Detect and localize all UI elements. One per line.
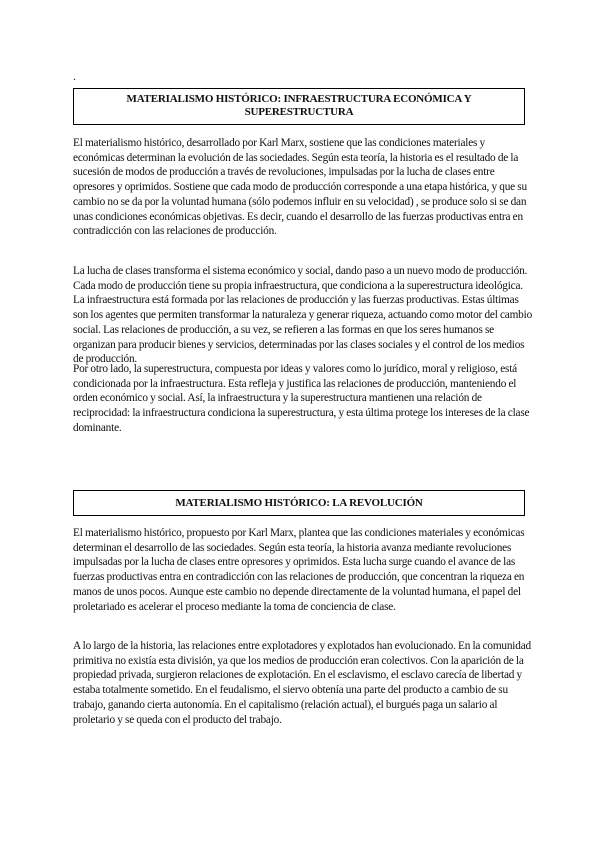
section-heading-infraestructura [73,88,525,125]
section-heading-revolucion [73,490,525,516]
heading-text: MATERIALISMO HISTÓRICO: LA REVOLUCIÓN [175,497,423,509]
paragraph: El materialismo histórico, propuesto por Karl Marx, plantea que las condiciones materiales y económicas determinan el desarrollo de las sociedades. Según esta teoría, la historia avanza mediante revoluciones impulsadas por la lucha de clases entre opresores y oprimidos. Esta lucha surge cuando el avance de las fuerzas productivas entra en contradicción con las relaciones de producción, que concentran la riqueza en manos de unos pocos. Aunque este cambio no depende directamente de la voluntad humana, el papel del proletariado es acelerar el proceso mediante la toma de conciencia de clase. [73,527,525,613]
page-marker: . [73,69,76,83]
heading-line-1: MATERIALISMO HISTÓRICO: INFRAESTRUCTURA ECONÓMICA Y [126,93,472,105]
paragraph: A lo largo de la historia, las relaciones entre explotadores y explotados han evolucionado. En la comunidad primitiva no existía esta división, ya que los medios de producción eran colectivos. Con la aparición de la propiedad privada, surgieron relaciones de explotación. En el esclavismo, el esclavo carecía de libertad y estaba totalmente sometido. En el feudalismo, el siervo obtenía una parte del producto a cambio de su trabajo, ganando cierta autonomía. En el capitalismo (relación actual), el burgués paga un salario al proletario y se queda con el producto del trabajo. [73,640,531,726]
paragraph: Por otro lado, la superestructura, compuesta por ideas y valores como lo jurídico, moral y religioso, está condicionada por la infraestructura. Esta refleja y justifica las relaciones de producción, manteniendo el orden económico y social. Así, la infraestructura y la superestructura mantienen una relación de reciprocidad: la infraestructura condiciona la superestructura, y esta última protege los intereses de la clase dominante. [73,363,530,434]
paragraph: El materialismo histórico, desarrollado por Karl Marx, sostiene que las condiciones materiales y económicas determinan la evolución de las sociedades. Según esta teoría, la historia es el resultado de la sucesión de modos de producción a través de revoluciones, impulsadas por la lucha de clases entre opresores y oprimidos. Sostiene que cada modo de producción corresponde a una etapa histórica, y que su cambio no se da por la voluntad humana (sólo podemos influir en su velocidad) , se produce solo si se dan unas condiciones económicas objetivas. Es decir, cuando el desarrollo de las fuerzas productivas entra en contradicción con las relaciones de producción. [73,137,527,238]
paragraph: La lucha de clases transforma el sistema económico y social, dando paso a un nuevo modo de producción. Cada modo de producción tiene su propia infraestructura, que condiciona a la superestructura ideológica. La infraestructura está formada por las relaciones de producción y las fuerzas productivas. Estas últimas son los agentes que permiten transformar la naturaleza y generar riqueza, actuando como motor del cambio social. Las relaciones de producción, a su vez, se refieren a las formas en que los seres humanos se organizan para producir bienes y servicios, determinadas por las clases sociales y el control de los medios de producción. [73,265,533,366]
heading-line-2: SUPERESTRUCTURA [244,106,354,118]
